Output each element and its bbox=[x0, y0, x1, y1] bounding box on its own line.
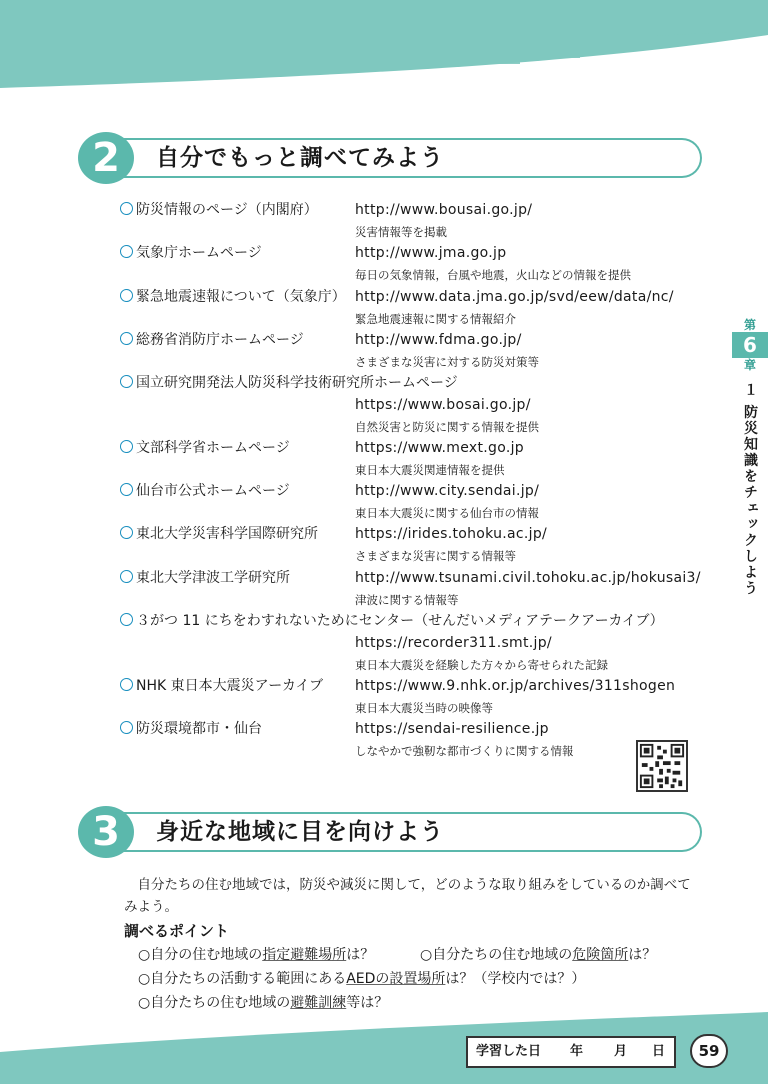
resource-description: さまざまな災害に関する情報等 bbox=[355, 549, 516, 563]
resource-description: 東日本大震災関連情報を提供 bbox=[355, 463, 505, 477]
circle-bullet-icon bbox=[120, 570, 133, 583]
circle-bullet-icon bbox=[120, 678, 133, 691]
point-suffix: 等は？ bbox=[346, 995, 389, 1011]
resource-name-text: 防災環境都市・仙台 bbox=[136, 721, 262, 737]
point-item bbox=[138, 992, 388, 1012]
resource-name-text: 文部科学省ホームページ bbox=[136, 440, 290, 456]
resource-description: 自然災害と防災に関する情報を提供 bbox=[355, 420, 539, 434]
circle-bullet-icon bbox=[120, 526, 133, 539]
qr-code-icon bbox=[636, 740, 688, 792]
section-3-header bbox=[78, 806, 704, 858]
circle-bullet-icon bbox=[120, 613, 133, 626]
resource-description: 緊急地震速報に関する情報紹介 bbox=[355, 312, 516, 326]
resource-description: 毎日の気象情報，台風や地震，火山などの情報を提供 bbox=[355, 268, 631, 282]
resource-description: 東日本大震災に関する仙台市の情報 bbox=[355, 506, 539, 520]
resource-name-text: 総務省消防庁ホームページ bbox=[136, 332, 304, 348]
circle-bullet-icon bbox=[120, 440, 133, 453]
resource-url[interactable]: http://www.data.jma.go.jp/svd/eew/data/nc/ bbox=[355, 289, 674, 305]
point-item bbox=[420, 944, 656, 964]
resource-url[interactable]: https://irides.tohoku.ac.jp/ bbox=[355, 526, 548, 542]
point-underlined: 危険箇所 bbox=[572, 947, 629, 963]
chapter-side-tab bbox=[732, 318, 768, 612]
point-suffix: は？（学校内では？） bbox=[445, 971, 586, 987]
points-heading: 調べるポイント bbox=[124, 922, 230, 940]
resource-url[interactable]: http://www.city.sendai.jp/ bbox=[355, 483, 540, 499]
circle-bullet-icon bbox=[120, 375, 133, 388]
point-suffix: は？ bbox=[346, 947, 375, 963]
resource-name-text: 気象庁ホームページ bbox=[136, 245, 262, 261]
point-prefix: ○自分の住む地域の bbox=[138, 947, 263, 963]
circle-bullet-icon bbox=[120, 332, 133, 345]
section-2-header bbox=[78, 132, 704, 184]
section-title: 自分でもっと調べてみよう bbox=[156, 145, 444, 171]
resource-name bbox=[120, 287, 346, 307]
resource-name bbox=[120, 524, 318, 544]
resource-description: 津波に関する情報等 bbox=[355, 593, 459, 607]
year-label: 年 bbox=[570, 1044, 584, 1059]
resource-name bbox=[120, 568, 290, 588]
page-number: 59 bbox=[690, 1034, 728, 1068]
point-item bbox=[138, 968, 585, 988]
circle-bullet-icon bbox=[120, 202, 133, 215]
resource-url[interactable]: https://www.mext.go.jp bbox=[355, 440, 524, 456]
resource-name bbox=[120, 719, 262, 739]
chapter-section-title: １ 防災知識をチェックしよう bbox=[742, 382, 758, 597]
point-item bbox=[138, 944, 374, 964]
resource-description: 東日本大震災を経験した方々から寄せられた記録 bbox=[355, 658, 608, 672]
day-label: 日 bbox=[652, 1044, 666, 1059]
resource-name-text: 防災情報のページ（内閣府） bbox=[136, 202, 318, 218]
chapter-number: 6 bbox=[732, 332, 768, 358]
resource-description: 東日本大震災当時の映像等 bbox=[355, 701, 493, 715]
point-prefix: ○自分たちの住む地域の bbox=[420, 947, 573, 963]
month-label: 月 bbox=[614, 1044, 628, 1059]
circle-bullet-icon bbox=[120, 289, 133, 302]
resource-name bbox=[120, 200, 318, 220]
resource-url[interactable]: https://recorder311.smt.jp/ bbox=[355, 635, 552, 651]
resource-name-text: 東北大学災害科学国際研究所 bbox=[136, 526, 318, 542]
resource-description: しなやかで強靭な都市づくりに関する情報 bbox=[355, 744, 574, 758]
study-date-label: 学習した日 bbox=[476, 1044, 542, 1059]
resource-name-text: 緊急地震速報について（気象庁） bbox=[136, 289, 346, 305]
point-suffix: は？ bbox=[628, 947, 657, 963]
point-underlined: 指定避難場所 bbox=[262, 947, 347, 963]
point-underlined: AEDの設置場所 bbox=[346, 971, 446, 987]
point-prefix: ○自分たちの住む地域の bbox=[138, 995, 291, 1011]
resource-description: 災害情報等を掲載 bbox=[355, 225, 447, 239]
section-number: 2 bbox=[78, 132, 134, 184]
resource-name bbox=[120, 438, 290, 458]
resource-name bbox=[120, 330, 304, 350]
resource-name bbox=[120, 611, 664, 631]
section-number: 3 bbox=[78, 806, 134, 858]
circle-bullet-icon bbox=[120, 245, 133, 258]
resource-url[interactable]: http://www.tsunami.civil.tohoku.ac.jp/hokusai3/ bbox=[355, 570, 701, 586]
circle-bullet-icon bbox=[120, 483, 133, 496]
resource-url[interactable]: http://www.jma.go.jp bbox=[355, 245, 507, 261]
resource-name-text: ３がつ 11 にちをわすれないためにセンター（せんだいメディアテークアーカイブ） bbox=[136, 613, 664, 629]
circle-bullet-icon bbox=[120, 721, 133, 734]
chapter-dai: 第 bbox=[743, 318, 756, 332]
resource-url[interactable]: https://www.bosai.go.jp/ bbox=[355, 397, 531, 413]
resource-name-text: NHK 東日本大震災アーカイブ bbox=[136, 678, 324, 694]
section-title: 身近な地域に目を向けよう bbox=[156, 819, 444, 845]
point-underlined: 避難訓練 bbox=[290, 995, 347, 1011]
resource-url[interactable]: http://www.fdma.go.jp/ bbox=[355, 332, 522, 348]
intro-paragraph: 自分たちの住む地域では，防災や減災に関して，どのような取り組みをしているのか調べてみよう。 bbox=[124, 877, 691, 915]
resource-name-text: 仙台市公式ホームページ bbox=[136, 483, 290, 499]
resource-name bbox=[120, 243, 262, 263]
resource-name bbox=[120, 373, 458, 393]
resource-name bbox=[120, 676, 323, 696]
study-date-box bbox=[466, 1036, 676, 1068]
resource-name-text: 東北大学津波工学研究所 bbox=[136, 570, 290, 586]
resource-description: さまざまな災害に対する防災対策等 bbox=[355, 355, 539, 369]
resource-name bbox=[120, 481, 290, 501]
resource-url[interactable]: https://www.9.nhk.or.jp/archives/311shogen bbox=[355, 678, 676, 694]
resource-url[interactable]: https://sendai-resilience.jp bbox=[355, 721, 549, 737]
point-prefix: ○自分たちの活動する範囲にある bbox=[138, 971, 347, 987]
resource-url[interactable]: http://www.bousai.go.jp/ bbox=[355, 202, 533, 218]
resource-name-text: 国立研究開発法人防災科学技術研究所ホームページ bbox=[136, 375, 458, 391]
chapter-sho: 章 bbox=[743, 358, 756, 372]
header-skyline-band bbox=[0, 0, 768, 110]
